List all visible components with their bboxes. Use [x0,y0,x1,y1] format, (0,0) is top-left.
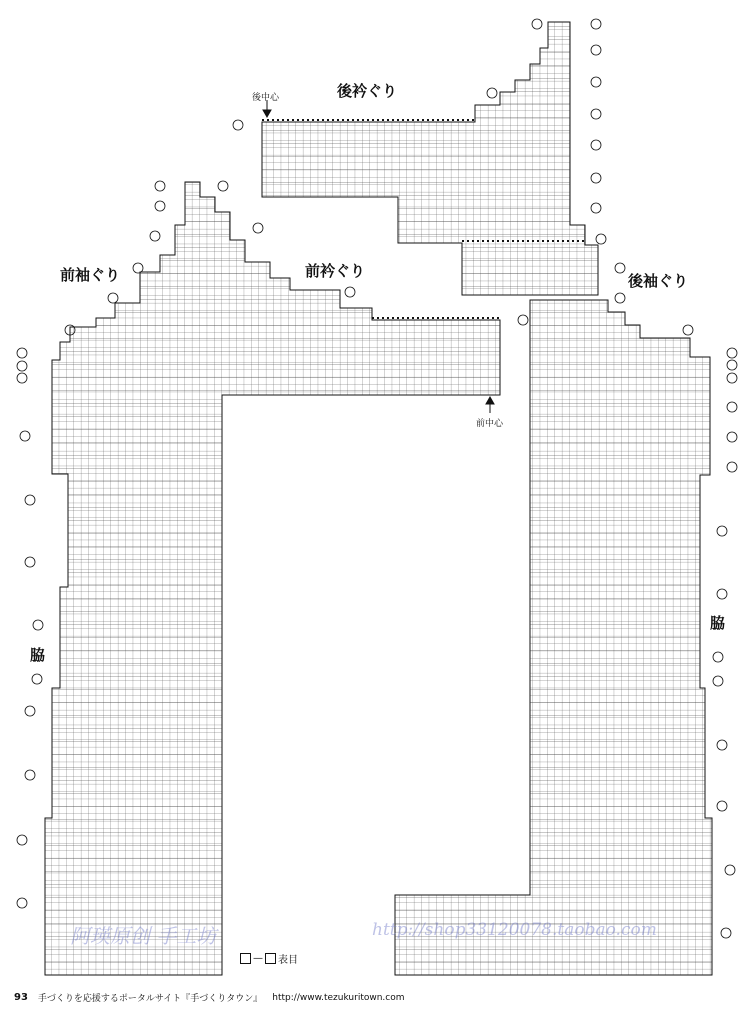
site-url[interactable]: http://www.tezukuritown.com [272,992,405,1003]
front-armhole-label: 前袖ぐり [60,266,121,284]
back-neck-label: 後衿ぐり [337,82,398,100]
side-label-right: 脇 [710,614,726,632]
back-panel [262,22,598,295]
front-panel [45,182,500,975]
front-center-label: 前中心 [476,419,504,429]
stitch-legend [240,951,298,966]
watermark-right: http://shop33120078.taobao.com [372,920,657,940]
legend-text: 表目 [278,955,298,966]
equals-dash: — [253,953,263,964]
back-armhole-label: 後袖ぐり [628,272,689,290]
back-center-label: 後中心 [252,93,280,103]
portal-text: 手づくりを応援するポータルサイト『手づくりタウン』 [37,994,263,1004]
front-neck-label: 前衿ぐり [305,262,366,280]
back-lower-panel [395,300,712,975]
knit-symbol-icon [265,953,276,964]
knit-symbol-icon [240,953,251,964]
side-label-left: 脇 [30,646,46,664]
page-footer [14,991,405,1004]
watermark-left: 阿瑛原创 手工坊 [70,924,217,948]
page-number: 93 [14,992,28,1003]
